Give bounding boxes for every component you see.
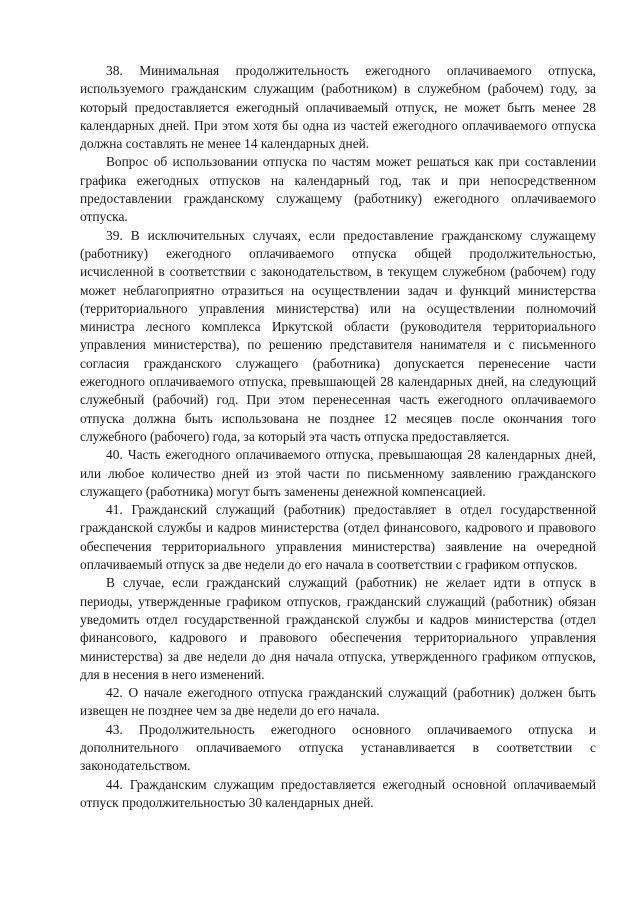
paragraph-40: 40. Часть ежегодного оплачиваемого отпуска, превышающая 28 календарных дней, или любое количество дней из этой части по письменному заявлению гражданского служащего (работника) могут быть заменены денежной компенсацией. [80,447,596,499]
paragraph-39: 39. В исключительных случаях, если предоставление гражданскому служащему (работнику) ежегодного оплачиваемого отпуска общей продолжительностью, исчисленной в соответствии с законодательством, в текущем служебном (рабочем) году может неблагоприятно отразиться на осуществлении задач и функций министерства (территориального управления министерства) или на осуществлении полномочий министра лесного комплекса Иркутской области (руководителя территориального управления министерства), по решению представителя нанимателя и с письменного согласия гражданского служащего (работника) допускается перенесение части ежегодного оплачиваемого отпуска, превышающей 28 календарных дней, на следующий служебный (рабочий) год. При этом перенесенная часть ежегодного оплачиваемого отпуска должна быть использована не позднее 12 месяцев после окончания того служебного (рабочего) года, за который эта часть отпуска предоставляется. [80,227,596,444]
paragraph-42: 42. О начале ежегодного отпуска гражданский служащий (работник) должен быть извещен не позднее чем за две недели до его начала. [80,685,596,719]
paragraph-44: 44. Гражданским служащим предоставляется ежегодный основной оплачиваемый отпуск продолжительностью 30 календарных дней. [80,776,596,810]
paragraph-43: 43. Продолжительность ежегодного основного оплачиваемого отпуска и дополнительного оплачиваемого отпуска устанавливается в соответствии с законодательством. [80,721,596,774]
document-body [80,62,596,812]
paragraph-38: 38. Минимальная продолжительность ежегодного оплачиваемого отпуска, используемого гражданским служащим (работником) в служебном (рабочем) году, за который предоставляется ежегодный оплачиваемый отпуск, не может быть менее 28 календарных дней. При этом хотя бы одна из частей ежегодного оплачиваемого отпуска должна составлять не менее 14 календарных дней. [80,63,596,152]
paragraph-41: 41. Гражданский служащий (работник) предоставляет в отдел государственной гражданской службы и кадров министерства (отдел финансового, кадрового и правового обеспечения территориального управления министерства) заявление на очередной оплачиваемый отпуск за две недели до его начала в соответствии с графиком отпусков. [80,502,596,573]
paragraph-38-parts: Вопрос об использовании отпуска по частям может решаться как при составлении графика ежегодных отпусков на календарный год, так и при непосредственном предоставлении гражданскому служащему (работнику) ежегодного оплачиваемого отпуска. [80,154,596,225]
paragraph-41-notice: В случае, если гражданский служащий (работник) не желает идти в отпуск в периоды, утвержденные графиком отпусков, гражданский служащий (работник) обязан уведомить отдел государственной гражданской службы и кадров министерства (отдел финансового, кадрового и правового обеспечения территориального управления министерства) за две недели до дня начала отпуска, утвержденного графиком отпусков, для в несения в него изменений. [80,575,596,682]
